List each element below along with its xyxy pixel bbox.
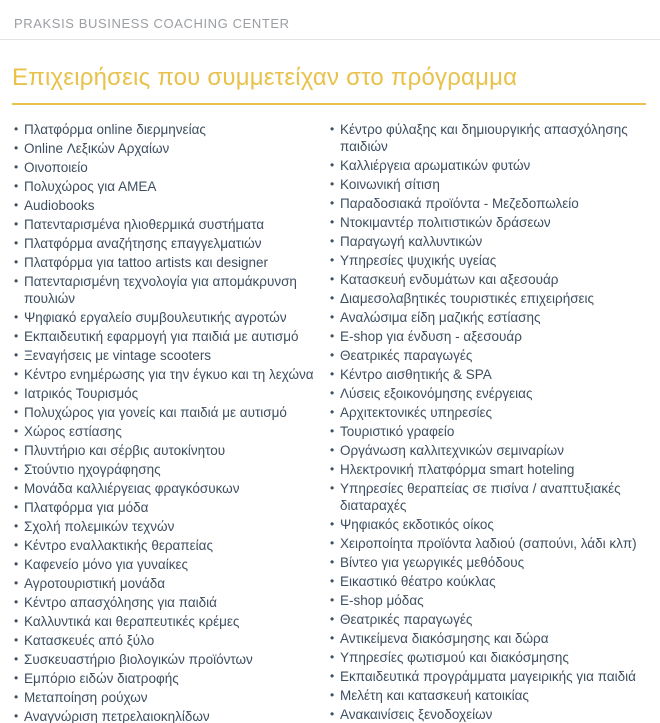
list-item-label: Αγροτουριστική μονάδα	[24, 576, 166, 591]
list-item-label: Στούντιο ηχογράφησης	[24, 462, 161, 477]
list-item	[330, 668, 648, 685]
list-item-label: Λύσεις εξοικονόμησης ενέργειας	[340, 386, 533, 401]
list-item-label: Μεταποίηση ρούχων	[24, 690, 148, 705]
business-list-left-column	[14, 121, 322, 723]
list-item-label: E-shop για ένδυση - αξεσουάρ	[340, 329, 522, 344]
list-item-label: Κέντρο απασχόλησης για παιδιά	[24, 595, 217, 610]
list-item-label: Κέντρο αισθητικής & SPA	[340, 367, 492, 382]
bullet-icon: •	[14, 576, 19, 590]
bullet-icon: •	[14, 690, 19, 704]
list-item	[14, 670, 322, 687]
list-item	[14, 159, 322, 176]
bullet-icon: •	[330, 536, 335, 550]
bullet-icon: •	[330, 177, 335, 191]
list-item	[330, 195, 648, 212]
list-item	[330, 252, 648, 269]
list-item-label: Αναλώσιμα είδη μαζικής εστίασης	[340, 310, 541, 325]
list-item	[330, 385, 648, 402]
list-item-label: Τουριστικό γραφείο	[340, 424, 455, 439]
bullet-icon: •	[14, 236, 19, 250]
list-item-label: Πολυχώρος για ΑΜΕΑ	[24, 179, 157, 194]
bullet-icon: •	[14, 424, 19, 438]
list-item	[330, 535, 648, 552]
list-item-label: Καλλυντικά και θεραπευτικές κρέμες	[24, 614, 240, 629]
list-item	[14, 442, 322, 459]
list-item-label: Εκπαιδευτικά προγράμματα μαγειρικής για παιδιά	[340, 669, 636, 684]
list-item	[330, 573, 648, 590]
bullet-icon: •	[330, 196, 335, 210]
list-item-label: Παραδοσιακά προϊόντα - Μεζεδοπωλείο	[340, 196, 579, 211]
list-item	[330, 271, 648, 288]
list-item	[14, 651, 322, 668]
bullet-icon: •	[14, 462, 19, 476]
list-item	[330, 461, 648, 478]
list-item-label: Εικαστικό θέατρο κούκλας	[340, 574, 496, 589]
list-item-label: Χώρος εστίασης	[24, 424, 122, 439]
list-item-label: Πλατφόρμα online διερμηνείας	[24, 122, 206, 137]
list-item	[14, 366, 322, 383]
bullet-icon: •	[330, 122, 335, 136]
bullet-icon: •	[330, 517, 335, 531]
bullet-icon: •	[330, 631, 335, 645]
list-item	[330, 706, 648, 723]
bullet-icon: •	[330, 424, 335, 438]
list-item	[14, 328, 322, 345]
list-item-label: Βίντεο για γεωργικές μεθόδους	[340, 555, 525, 570]
list-item	[330, 423, 648, 440]
list-item-label: Οινοποιείο	[24, 160, 88, 175]
bullet-icon: •	[14, 198, 19, 212]
list-item-label: Πλατφόρμα για μόδα	[24, 500, 149, 515]
bullet-icon: •	[330, 593, 335, 607]
list-item-label: Αντικείμενα διακόσμησης και δώρα	[340, 631, 549, 646]
bullet-icon: •	[14, 709, 19, 723]
list-item-label: Κέντρο ενημέρωσης για την έγκυο και τη λεχώνα	[24, 367, 314, 382]
list-item-label: Διαμεσολαβητικές τουριστικές επιχειρήσεις	[340, 291, 595, 306]
list-item	[330, 309, 648, 326]
list-item-label: Πλατφόρμα αναζήτησης επαγγελματιών	[24, 236, 262, 251]
bullet-icon: •	[330, 405, 335, 419]
list-item-label: Κέντρο εναλλακτικής θεραπείας	[24, 538, 213, 553]
list-item	[330, 592, 648, 609]
bullet-icon: •	[330, 367, 335, 381]
list-item	[14, 121, 322, 138]
list-item	[330, 233, 648, 250]
bullet-icon: •	[330, 612, 335, 626]
list-item	[14, 537, 322, 554]
bullet-icon: •	[330, 386, 335, 400]
list-item	[14, 197, 322, 214]
list-item	[14, 613, 322, 630]
list-item	[14, 254, 322, 271]
list-item	[330, 442, 648, 459]
list-item	[14, 518, 322, 535]
list-item	[14, 632, 322, 649]
business-list-right-column	[330, 121, 648, 723]
list-item	[14, 235, 322, 252]
list-item	[14, 594, 322, 611]
header-divider	[0, 39, 660, 40]
list-item	[330, 630, 648, 647]
list-item-label: Ψηφιακό εργαλείο συμβουλευτικής αγροτών	[24, 310, 287, 325]
list-item-label: Πατενταρισμένη τεχνολογία για απομάκρυνση πουλιών	[24, 274, 297, 306]
bullet-icon: •	[14, 671, 19, 685]
bullet-icon: •	[330, 253, 335, 267]
bullet-icon: •	[14, 500, 19, 514]
list-item-label: Υπηρεσίες φωτισμού και διακόσμησης	[340, 650, 569, 665]
bullet-icon: •	[14, 274, 19, 288]
bullet-icon: •	[14, 329, 19, 343]
list-item	[14, 689, 322, 706]
page-title: Επιχειρήσεις που συμμετείχαν στο πρόγραμμα	[12, 64, 518, 91]
list-item-label: Κοινωνική σίτιση	[340, 177, 440, 192]
list-item-label: Ντοκιμαντέρ πολιτιστικών δράσεων	[340, 215, 551, 230]
bullet-icon: •	[330, 272, 335, 286]
list-item-label: Αναγνώριση πετρελαιοκηλίδων	[24, 709, 210, 723]
list-item	[14, 499, 322, 516]
list-item-label: E-shop μόδας	[340, 593, 424, 608]
list-item	[330, 611, 648, 628]
list-item	[14, 347, 322, 364]
list-item	[330, 366, 648, 383]
bullet-icon: •	[330, 215, 335, 229]
list-item-label: Συσκευαστήριο βιολογικών προϊόντων	[24, 652, 253, 667]
list-item	[330, 649, 648, 666]
bullet-icon: •	[14, 481, 19, 495]
list-item-label: Μελέτη και κατασκευή κατοικίας	[340, 688, 529, 703]
bullet-icon: •	[330, 443, 335, 457]
list-item	[14, 140, 322, 157]
list-item	[14, 216, 322, 233]
bullet-icon: •	[330, 291, 335, 305]
list-item-label: Πλατφόρμα για tattoo artists και designer	[24, 255, 269, 270]
list-item	[14, 309, 322, 326]
list-item	[14, 480, 322, 497]
list-item-label: Θεατρικές παραγωγές	[340, 612, 473, 627]
list-item	[14, 404, 322, 421]
list-item	[14, 461, 322, 478]
bullet-icon: •	[330, 329, 335, 343]
list-item	[14, 575, 322, 592]
title-section	[12, 64, 646, 105]
list-item	[14, 178, 322, 195]
brand-header: PRAKSIS BUSINESS COACHING CENTER	[14, 16, 290, 31]
bullet-icon: •	[330, 574, 335, 588]
list-item-label: Μονάδα καλλιέργειας φραγκόσυκων	[24, 481, 240, 496]
list-item-label: Εμπόριο ειδών διατροφής	[24, 671, 179, 686]
list-item-label: Ιατρικός Τουρισμός	[24, 386, 139, 401]
bullet-icon: •	[14, 614, 19, 628]
list-item-label: Πλυντήριο και σέρβις αυτοκίνητου	[24, 443, 226, 458]
bullet-icon: •	[330, 688, 335, 702]
bullet-icon: •	[14, 538, 19, 552]
bullet-icon: •	[14, 595, 19, 609]
bullet-icon: •	[14, 633, 19, 647]
list-item	[330, 554, 648, 571]
list-item-label: Κατασκευή ενδυμάτων και αξεσουάρ	[340, 272, 559, 287]
list-item-label: Κέντρο φύλαξης και δημιουργικής απασχόλησης παιδιών	[340, 122, 628, 154]
bullet-icon: •	[330, 234, 335, 248]
list-item-label: Online Λεξικών Αρχαίων	[24, 141, 170, 156]
bullet-icon: •	[14, 122, 19, 136]
bullet-icon: •	[14, 348, 19, 362]
bullet-icon: •	[14, 367, 19, 381]
list-item-label: Υπηρεσίες θεραπείας σε πισίνα / αναπτυξιακές διαταραχές	[340, 481, 621, 513]
list-item	[14, 423, 322, 440]
bullet-icon: •	[330, 310, 335, 324]
bullet-icon: •	[14, 310, 19, 324]
list-item-label: Υπηρεσίες ψυχικής υγείας	[340, 253, 497, 268]
list-item-label: Ηλεκτρονική πλατφόρμα smart hoteling	[340, 462, 575, 477]
bullet-icon: •	[14, 386, 19, 400]
list-item-label: Εκπαιδευτική εφαρμογή για παιδιά με αυτισμό	[24, 329, 299, 344]
bullet-icon: •	[330, 462, 335, 476]
bullet-icon: •	[14, 255, 19, 269]
list-item-label: Ανακαινίσεις ξενοδοχείων	[340, 707, 493, 722]
bullet-icon: •	[330, 669, 335, 683]
list-item-label: Καφενείο μόνο για γυναίκες	[24, 557, 189, 572]
list-item	[330, 480, 648, 514]
list-item-label: Παραγωγή καλλυντικών	[340, 234, 483, 249]
business-list-columns	[14, 121, 660, 723]
list-item-label: Χειροποίητα προϊόντα λαδιού (σαπούνι, λάδι κλπ)	[340, 536, 637, 551]
list-item	[14, 385, 322, 402]
bullet-icon: •	[14, 217, 19, 231]
list-item	[14, 708, 322, 723]
list-item	[330, 404, 648, 421]
list-item	[330, 516, 648, 533]
list-item	[330, 347, 648, 364]
list-item	[330, 687, 648, 704]
list-item-label: Σχολή πολεμικών τεχνών	[24, 519, 175, 534]
list-item	[330, 157, 648, 174]
list-item-label: Καλλιέργεια αρωματικών φυτών	[340, 158, 531, 173]
bullet-icon: •	[330, 707, 335, 721]
bullet-icon: •	[330, 348, 335, 362]
bullet-icon: •	[14, 160, 19, 174]
list-item	[330, 121, 648, 155]
bullet-icon: •	[330, 481, 335, 495]
list-item-label: Audiobooks	[24, 198, 95, 213]
bullet-icon: •	[14, 443, 19, 457]
bullet-icon: •	[14, 405, 19, 419]
bullet-icon: •	[330, 555, 335, 569]
list-item	[330, 290, 648, 307]
bullet-icon: •	[14, 652, 19, 666]
bullet-icon: •	[330, 650, 335, 664]
list-item	[330, 176, 648, 193]
bullet-icon: •	[14, 557, 19, 571]
list-item	[330, 328, 648, 345]
list-item-label: Ψηφιακός εκδοτικός οίκος	[340, 517, 494, 532]
list-item	[14, 556, 322, 573]
list-item-label: Πατενταρισμένα ηλιοθερμικά συστήματα	[24, 217, 265, 232]
bullet-icon: •	[14, 519, 19, 533]
bullet-icon: •	[14, 179, 19, 193]
bullet-icon: •	[330, 158, 335, 172]
list-item	[330, 214, 648, 231]
list-item-label: Αρχιτεκτονικές υπηρεσίες	[340, 405, 493, 420]
list-item-label: Οργάνωση καλλιτεχνικών σεμιναρίων	[340, 443, 564, 458]
bullet-icon: •	[14, 141, 19, 155]
list-item-label: Θεατρικές παραγωγές	[340, 348, 473, 363]
list-item-label: Πολυχώρος για γονείς και παιδιά με αυτισμό	[24, 405, 287, 420]
list-item	[14, 273, 322, 307]
list-item-label: Κατασκευές από ξύλο	[24, 633, 155, 648]
list-item-label: Ξεναγήσεις με vintage scooters	[24, 348, 212, 363]
